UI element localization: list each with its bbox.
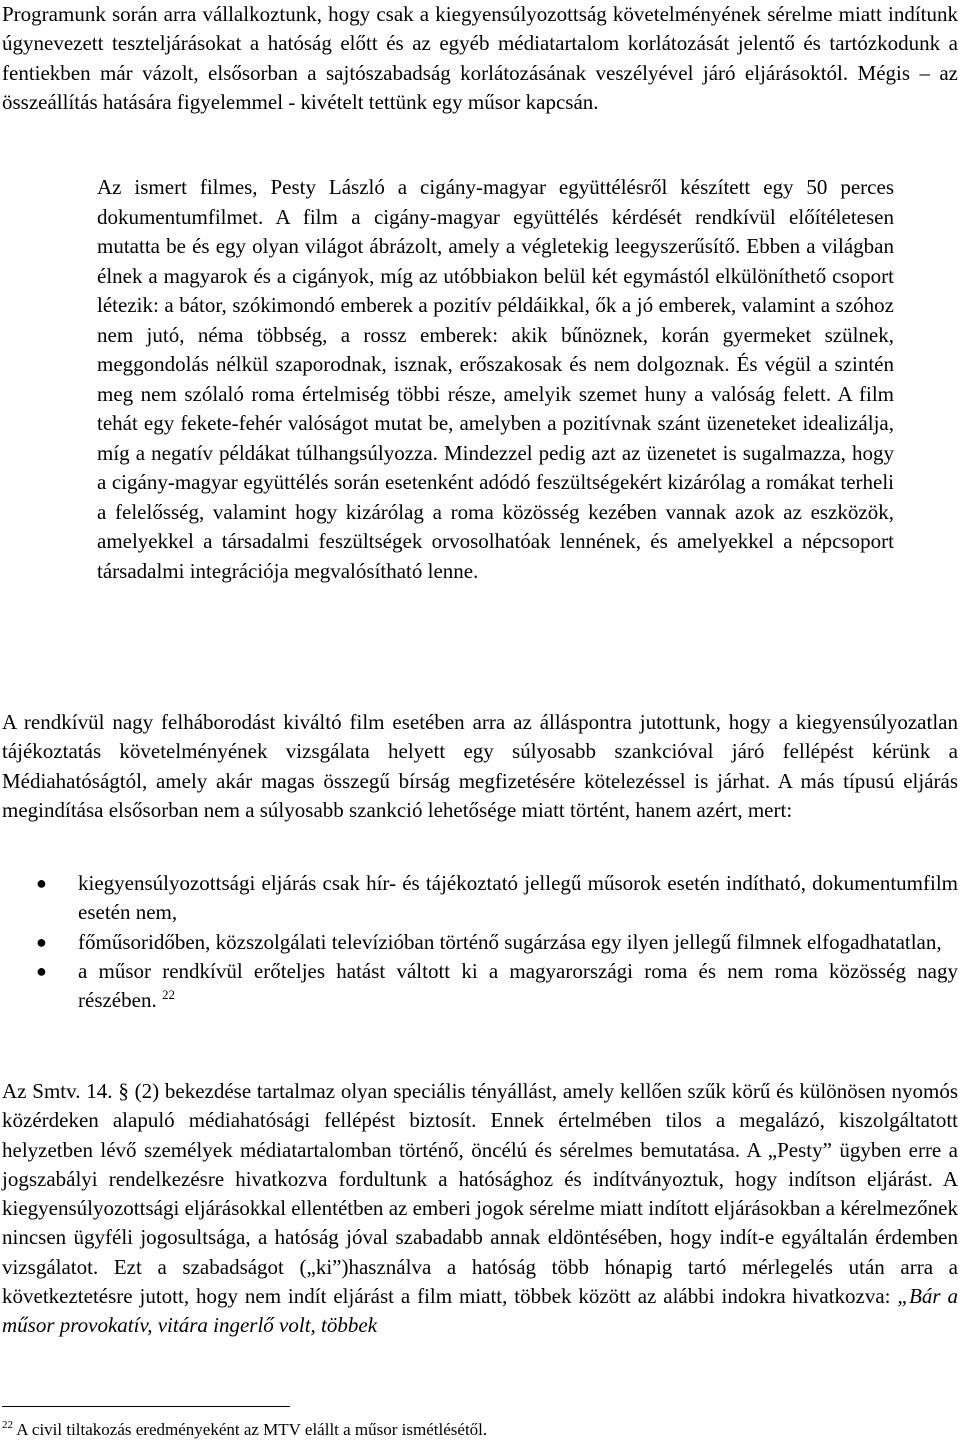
list-item-text: főműsoridőben, közszolgálati televízióban történő sugárzása egy ilyen jellegű filmnek elfogadhatatlan,	[78, 929, 942, 954]
footnote-text: A civil tiltakozás eredményeként az MTV elállt a műsor ismétlésétől.	[13, 1420, 488, 1439]
list-item	[0, 957, 958, 1016]
paragraph-legal-quote: „Bár a műsor provokatív, vitára ingerlő volt, többek	[2, 1284, 958, 1338]
paragraph-decision: A rendkívül nagy felháborodást kiváltó film esetében arra az álláspontra jutottunk, hogy a kiegyensúlyozatlan tájékoztatás követelményének vizsgálata helyett egy súlyosabb szankcióval járó fellépést kérünk a Médiahatóságtól, amely akár magas összegű bírság megfizetésére kötelezéssel is járhat. A más típusú eljárás megindítása elsősorban nem a súlyosabb szankció lehetősége miatt történt, hanem azért, mert:	[2, 710, 958, 822]
bullet-icon: ●	[36, 931, 47, 952]
bullet-icon: ●	[36, 873, 47, 893]
quoted-block: Az ismert filmes, Pesty László a cigány-magyar együttélésről készített egy 50 perces dokumentumfilmet. A film a cigány-magyar együttélés kérdését rendkívül előítéletesen mutatta be és egy olyan világot ábrázolt, amely a végletekig leegyszerűsítő. Ebben a világban élnek a magyarok és a cigányok, míg az utóbbiakon belül két egymástól elkülöníthető csoport létezik: a bátor, szókimondó emberek a pozitív példáikkal, ők a jó emberek, valamint a szóhoz nem jutó, néma többség, a rossz emberek: akik bűnöznek, korán gyermeket szülnek, meggondolás nélkül szaporodnak, isznak, erőszakosak és nem dolgoznak. És végül a szintén meg nem szólaló roma értelmiség többi része, amelyik szemet huny a valóság felett. A film tehát egy fekete-fehér valóságot mutat be, amelyben a pozitívnak szánt üzeneteket idealizálja, míg a negatív példákat túlhangsúlyozza. Mindezzel pedig azt az üzenetet is sugalmazza, hogy a cigány-magyar együttélés során esetenként adódó feszültségekért kizárólag a romákat terheli a felelősség, valamint hogy kizárólag a roma közösség kezében vannak azok az eszközök, amelyekkel a társadalmi feszültségek orvosolhatóak lennének, és amelyekkel a népcsoport társadalmi integrációja megvalósítható lenne.	[97, 175, 894, 583]
paragraph-intro: Programunk során arra vállalkoztunk, hogy csak a kiegyensúlyozottság követelményének sérelme miatt indítunk úgynevezett teszteljárásokat a hatóság előtt és az egyéb médiatartalom korlátozását jelentő és tartózkodunk a fentiekben már vázolt, elsősorban a sajtószabadság korlátozásának veszélyével járó eljárásoktól. Mégis – az összeállítás hatására figyelemmel - kivételt tettünk egy műsor kapcsán.	[2, 2, 958, 114]
footnote-number: 22	[2, 1419, 13, 1431]
list-item	[0, 869, 958, 928]
footnote-separator	[2, 1406, 290, 1407]
list-item-text: kiegyensúlyozottsági eljárás csak hír- és tájékoztató jellegű műsorok esetén indítható, dokumentumfilm esetén nem,	[78, 871, 958, 925]
footnote	[2, 1418, 942, 1442]
paragraph-legal	[2, 1077, 958, 1341]
list-item-text: a műsor rendkívül erőteljes hatást váltott ki a magyarországi roma és nem roma közösség nagy részében.	[78, 958, 958, 1013]
reasons-list	[0, 869, 958, 1015]
footnote-reference[interactable]: 22	[161, 987, 175, 1003]
list-item	[0, 928, 958, 957]
paragraph-legal-text: Az Smtv. 14. § (2) bekezdése tartalmaz olyan speciális tényállást, amely kellően szűk körű és különösen nyomós közérdeken alapuló médiahatósági fellépést biztosít. Ennek értelmében tilos a megalázó, kiszolgáltatott helyzetben lévő személyek médiatartalomban történő, öncélú és sérelmes bemutatása. A „Pesty” ügyben erre a jogszabályi rendelkezésre hivatkozva fordultunk a hatósághoz és indítványoztuk, hogy indítson eljárást. A kiegyensúlyozottsági eljárásokkal ellentétben az emberi jogok sérelme miatt indított eljárásokban a kérelmezőnek nincsen ügyféli jogosultsága, a hatóság jóval szabadabb annak eldöntésében, hogy indít-e egyáltalán érdemben vizsgálatot. Ezt a szabadságot („ki”)használva a hatóság több hónapig tartó mérlegelés után arra a következtetésre jutott, hogy nem indít eljárást a film miatt, többek között az alábbi indokra hivatkozva:	[2, 1079, 958, 1309]
bullet-icon: ●	[36, 960, 47, 981]
